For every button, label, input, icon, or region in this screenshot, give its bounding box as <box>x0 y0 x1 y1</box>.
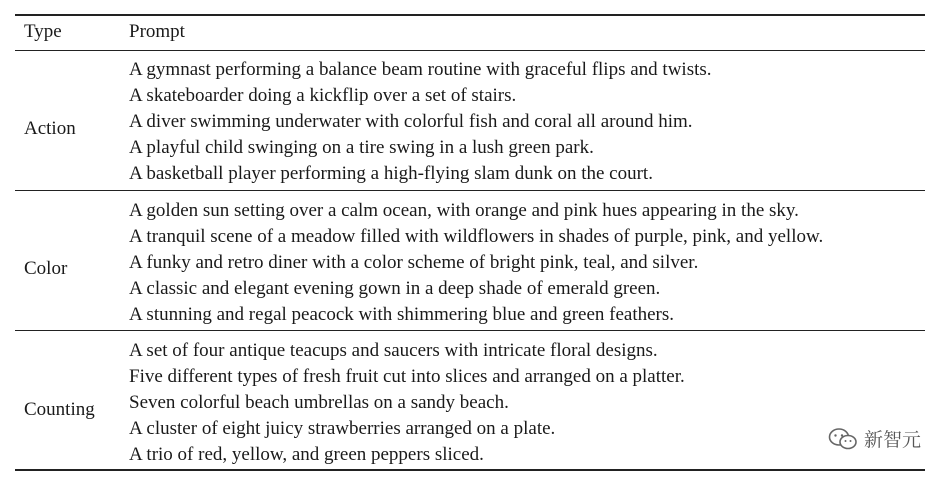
prompt-cell: A set of four antique teacups and saucers with intricate floral designs. <box>129 340 658 361</box>
header-rule <box>15 50 925 51</box>
prompt-cell: Five different types of fresh fruit cut into slices and arranged on a platter. <box>129 366 685 387</box>
prompt-cell: A basketball player performing a high-flying slam dunk on the court. <box>129 163 653 184</box>
prompt-cell: A gymnast performing a balance beam routine with graceful flips and twists. <box>129 59 712 80</box>
prompt-cell: A tranquil scene of a meadow filled with wildflowers in shades of purple, pink, and yellow. <box>129 226 824 247</box>
group-rule <box>15 330 925 331</box>
header-prompt: Prompt <box>129 21 185 42</box>
group-rule <box>15 190 925 191</box>
watermark <box>828 425 921 452</box>
header-type: Type <box>24 21 62 42</box>
prompt-cell: A cluster of eight juicy strawberries arranged on a plate. <box>129 418 556 439</box>
type-action: Action <box>24 118 76 139</box>
prompt-cell: Seven colorful beach umbrellas on a sandy beach. <box>129 392 509 413</box>
type-counting: Counting <box>24 399 95 420</box>
prompt-cell: A stunning and regal peacock with shimmering blue and green feathers. <box>129 304 675 325</box>
prompt-cell: A skateboarder doing a kickflip over a set of stairs. <box>129 85 517 106</box>
type-color: Color <box>24 258 68 279</box>
prompt-cell: A classic and elegant evening gown in a deep shade of emerald green. <box>129 278 661 299</box>
prompt-cell: A diver swimming underwater with colorful fish and coral all around him. <box>129 111 693 132</box>
wechat-icon <box>828 427 858 451</box>
prompt-cell: A funky and retro diner with a color scheme of bright pink, teal, and silver. <box>129 252 699 273</box>
watermark-text: 新智元 <box>863 429 921 451</box>
prompt-cell: A trio of red, yellow, and green peppers sliced. <box>129 444 484 465</box>
top-rule <box>15 14 925 16</box>
bottom-rule <box>15 469 925 471</box>
prompt-cell: A golden sun setting over a calm ocean, with orange and pink hues appearing in the sky. <box>129 200 799 221</box>
prompt-cell: A playful child swinging on a tire swing in a lush green park. <box>129 137 594 158</box>
